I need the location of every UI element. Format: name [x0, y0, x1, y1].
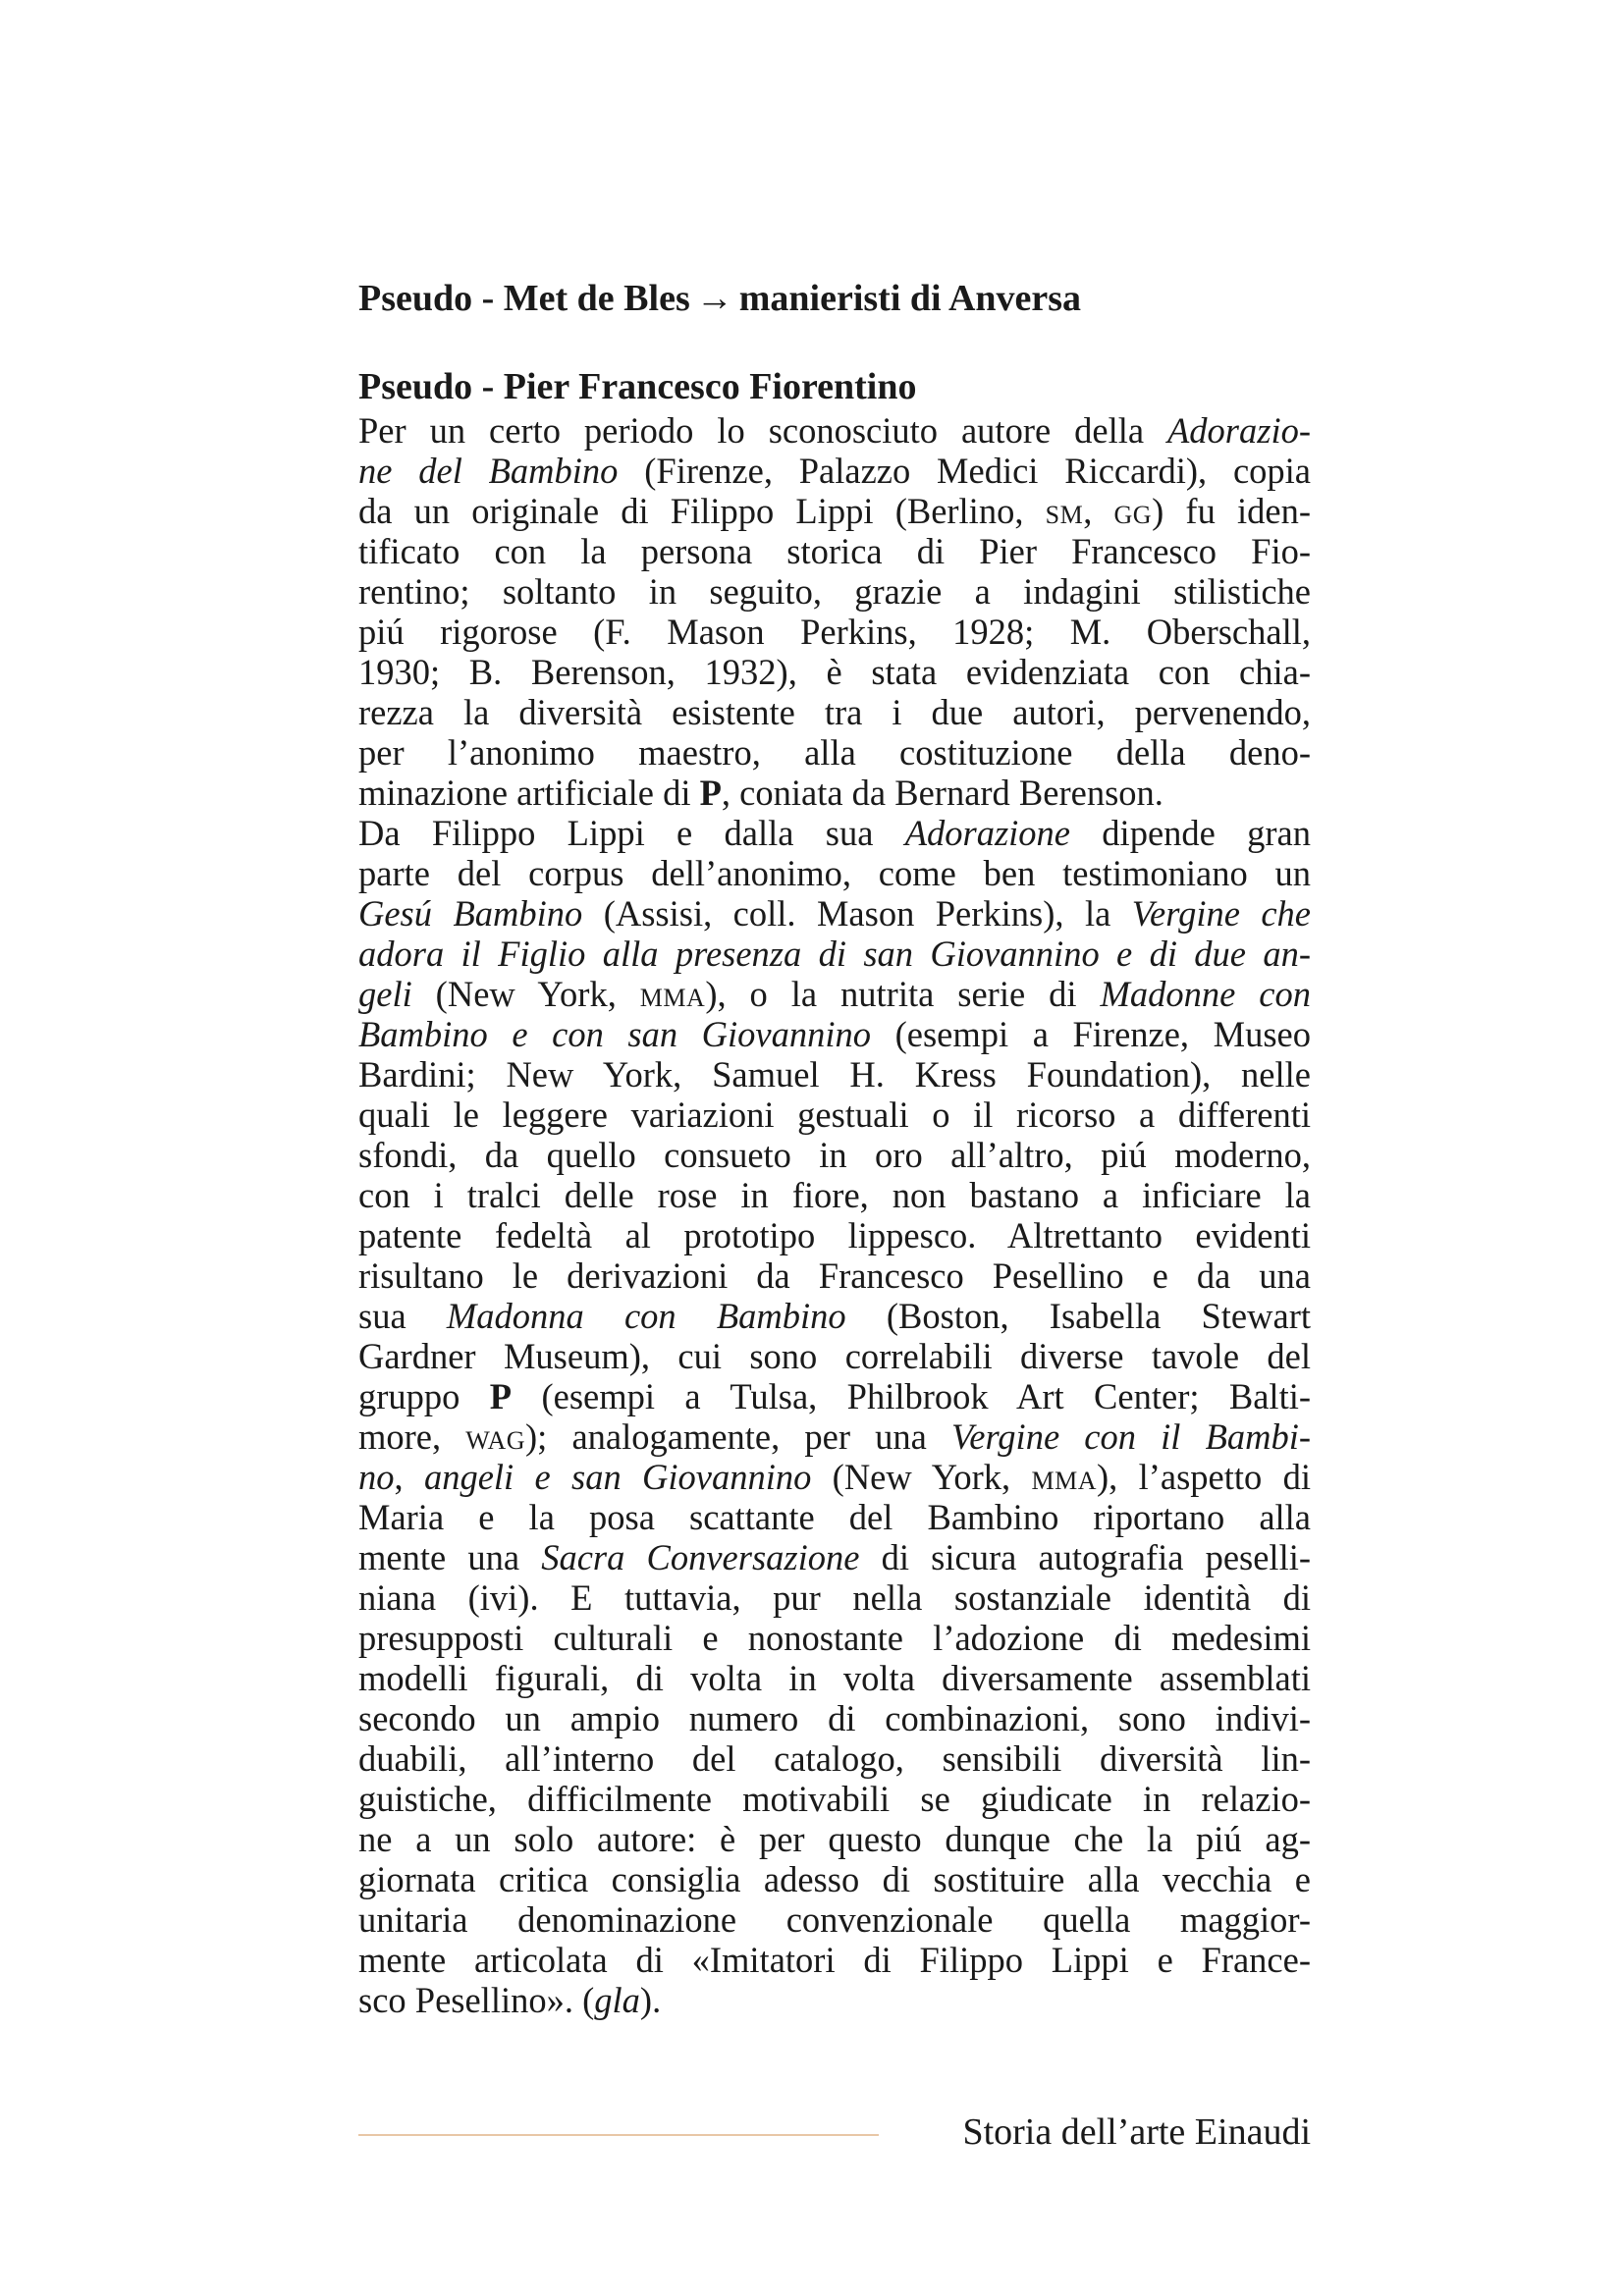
abbreviation: sm: [1045, 491, 1084, 531]
text-fragment: ); analogamente, per una: [525, 1416, 951, 1457]
text-line: [358, 813, 1311, 853]
text-line: parte del corpus dell’anonimo, come ben testimoniano un: [358, 853, 1311, 893]
italic-title: Bambino e con san Giovannino: [358, 1014, 872, 1054]
text-fragment: da un originale di Filippo Lippi (Berlino,: [358, 491, 1046, 531]
italic-title: angeli e san Giovannino: [423, 1457, 812, 1497]
text-line: [358, 1980, 1311, 2020]
text-line: rentino; soltanto in seguito, grazie a indagini stilistiche: [358, 571, 1311, 612]
text-line: patente fedeltà al prototipo lippesco. Altrettanto evidenti: [358, 1215, 1311, 1255]
text-line: giornata critica consiglia adesso di sostituire alla vecchia e: [358, 1859, 1311, 1899]
text-line: [358, 974, 1311, 1014]
italic-title: Adorazione: [904, 813, 1070, 853]
text-line: [358, 491, 1311, 531]
text-line: Gardner Museum), cui sono correlabili diverse tavole del: [358, 1336, 1311, 1376]
text-fragment: (New York,: [411, 974, 640, 1014]
text-line: Maria e la posa scattante del Bambino riportano alla: [358, 1497, 1311, 1537]
text-line: niana (ivi). E tuttavia, pur nella sostanziale identità di: [358, 1577, 1311, 1618]
text-line: [358, 1416, 1311, 1457]
text-line: [358, 1296, 1311, 1336]
text-fragment: , coniata da Bernard Berenson.: [721, 773, 1163, 813]
abbreviation: mma: [639, 974, 706, 1014]
text-line: [358, 1457, 1311, 1497]
footer-title: Storia dell’arte Einaudi: [962, 2111, 1311, 2153]
page-footer: [358, 2109, 1311, 2158]
text-fragment: mente una: [358, 1537, 542, 1577]
text-fragment: sua: [358, 1296, 447, 1336]
heading-link-target: manieristi di Anversa: [738, 278, 1082, 319]
text-line: modelli figurali, di volta in volta diversamente assemblati: [358, 1658, 1311, 1698]
footer-rule: [358, 2134, 879, 2136]
italic-title: Vergine che: [1131, 893, 1311, 934]
bold-p: P: [489, 1376, 513, 1416]
text-fragment: minazione artificiale di: [358, 773, 700, 813]
text-line: 1930; B. Berenson, 1932), è stata evidenziata con chia-: [358, 652, 1311, 692]
italic-title: Sacra Conversazione: [541, 1537, 860, 1577]
text-fragment: dipende gran: [1070, 813, 1311, 853]
text-line: [358, 1537, 1311, 1577]
text-line: [358, 1376, 1311, 1416]
text-line: guistiche, difficilmente motivabili se giudicate in relazio-: [358, 1779, 1311, 1819]
text-line: piú rigorose (F. Mason Perkins, 1928; M. Oberschall,: [358, 612, 1311, 652]
text-line: duabili, all’interno del catalogo, sensibili diversità lin-: [358, 1738, 1311, 1779]
abbreviation: wag: [465, 1416, 525, 1457]
text-line: risultano le derivazioni da Francesco Pesellino e da una: [358, 1255, 1311, 1296]
author-initials: gla: [594, 1980, 640, 2020]
italic-title: geli: [358, 974, 412, 1014]
text-fragment: di sicura autografia peselli-: [859, 1537, 1312, 1577]
italic-title: Madonna con Bambino: [446, 1296, 846, 1336]
text-line: ne a un solo autore: è per questo dunque che la piú ag-: [358, 1819, 1311, 1859]
italic-title: Madonne con: [1100, 974, 1311, 1014]
text-line: mente articolata di «Imitatori di Filippo Lippi e France-: [358, 1940, 1311, 1980]
bold-p: P: [699, 773, 722, 813]
text-fragment: (Boston, Isabella Stewart: [845, 1296, 1311, 1336]
abbreviation: gg: [1113, 491, 1153, 531]
italic-title: ne del Bambino: [358, 451, 619, 491]
text-fragment: Da Filippo Lippi e dalla sua: [358, 813, 905, 853]
text-line: rezza la diversità esistente tra i due autori, pervenendo,: [358, 692, 1311, 732]
text-line: [358, 410, 1311, 451]
arrow-right-icon: →: [695, 278, 733, 319]
text-fragment: (esempi a Tulsa, Philbrook Art Center; Balti-: [512, 1376, 1311, 1416]
italic-title: Vergine con il Bambi-: [951, 1416, 1312, 1457]
text-fragment: (esempi a Firenze, Museo: [871, 1014, 1311, 1054]
page-content: [358, 265, 1311, 2020]
text-fragment: ) fu iden-: [1152, 491, 1312, 531]
text-fragment: (Firenze, Palazzo Medici Riccardi), copia: [618, 451, 1311, 491]
text-line: unitaria denominazione convenzionale quella maggior-: [358, 1899, 1311, 1940]
text-line: presupposti culturali e nonostante l’adozione di medesimi: [358, 1618, 1311, 1658]
text-line: [358, 893, 1311, 934]
italic-title: Adorazio-: [1167, 410, 1311, 451]
text-line: [358, 451, 1311, 491]
text-fragment: sco Pesellino». (: [358, 1980, 595, 2020]
italic-title: Gesú Bambino: [358, 893, 583, 934]
text-fragment: (Assisi, coll. Mason Perkins), la: [582, 893, 1132, 934]
heading-left: Pseudo - Met de Bles: [358, 278, 690, 319]
text-fragment: ,: [1083, 491, 1114, 531]
italic-title: no: [358, 1457, 395, 1497]
text-line: con i tralci delle rose in fiore, non bastano a inficiare la: [358, 1175, 1311, 1215]
entry-heading-met-de-bles: [358, 275, 1311, 322]
text-line: secondo un ampio numero di combinazioni, sono indivi-: [358, 1698, 1311, 1738]
text-fragment: gruppo: [358, 1376, 490, 1416]
text-line: [358, 934, 1311, 974]
text-fragment: more,: [358, 1416, 466, 1457]
entry-body: [358, 410, 1311, 2020]
text-fragment: Per un certo periodo lo sconosciuto autore della: [358, 410, 1167, 451]
text-line: [358, 773, 1311, 813]
text-line: per l’anonimo maestro, alla costituzione della deno-: [358, 732, 1311, 773]
text-line: sfondi, da quello consueto in oro all’altro, piú moderno,: [358, 1135, 1311, 1175]
abbreviation: mma: [1031, 1457, 1098, 1497]
text-fragment: ), o la nutrita serie di: [705, 974, 1101, 1014]
text-fragment: ,: [394, 1457, 424, 1497]
text-line: tificato con la persona storica di Pier Francesco Fio-: [358, 531, 1311, 571]
italic-title: adora il Figlio alla presenza di san Giovannino e di due an-: [358, 934, 1311, 974]
text-line: quali le leggere variazioni gestuali o il ricorso a differenti: [358, 1095, 1311, 1135]
text-line: Bardini; New York, Samuel H. Kress Foundation), nelle: [358, 1054, 1311, 1095]
text-fragment: ).: [639, 1980, 662, 2020]
entry-heading-pier-francesco: Pseudo - Pier Francesco Fiorentino: [358, 366, 917, 407]
text-fragment: (New York,: [811, 1457, 1032, 1497]
text-fragment: ), l’aspetto di: [1097, 1457, 1311, 1497]
text-line: [358, 1014, 1311, 1054]
